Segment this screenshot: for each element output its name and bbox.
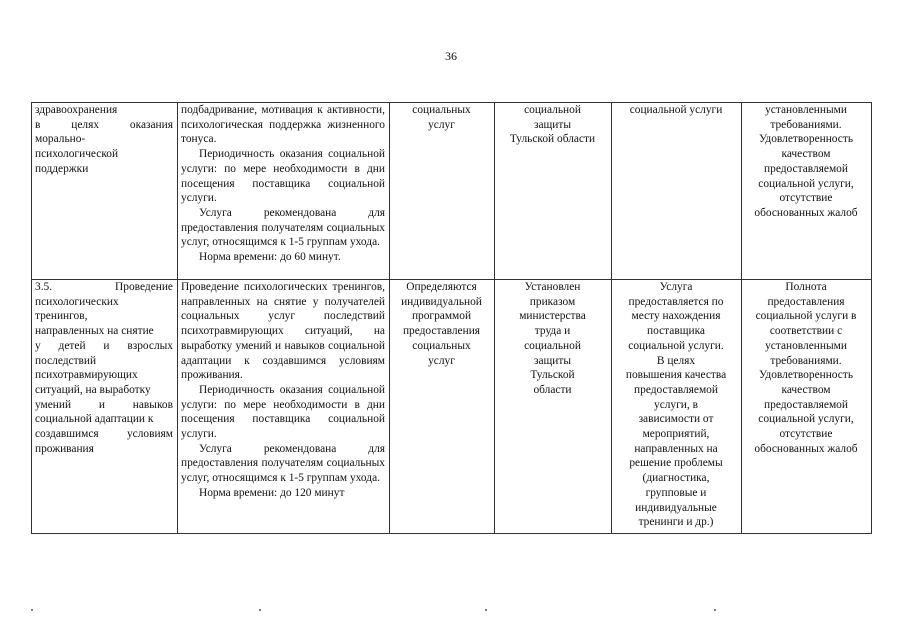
cell-line: предоставляется по xyxy=(628,295,724,308)
cell-line: социальной услуги в xyxy=(755,310,857,323)
conditions-cell xyxy=(612,280,742,534)
cell-line: у детей и взрослых xyxy=(35,339,173,352)
cell-line: услуг xyxy=(428,354,455,367)
cell-line: Полнота xyxy=(785,281,827,293)
quality-cell xyxy=(742,103,872,280)
scan-speck xyxy=(714,609,716,611)
cell-line: социальных xyxy=(412,339,471,352)
cell-line: Удовлетворенность xyxy=(758,369,854,382)
cell-line: мероприятий, xyxy=(642,428,710,441)
cell-line: социальной услуги. xyxy=(628,339,724,352)
conditions-cell xyxy=(612,103,742,280)
cell-line: поддержки xyxy=(35,162,89,175)
cell-line: морально- xyxy=(35,133,86,146)
cell-line: тренинги и др.) xyxy=(638,516,714,529)
cell-line: создавшимся условиям xyxy=(35,428,173,441)
cell-line: предоставления xyxy=(402,325,481,338)
cell-line: проживания xyxy=(35,442,94,455)
cell-line: социальной услуги, xyxy=(758,177,854,190)
cell-line: социальных xyxy=(412,104,471,116)
cell-line: установленными xyxy=(765,339,847,352)
cell-line: предоставляемой xyxy=(634,383,718,396)
cell-line: требованиями. xyxy=(770,118,842,131)
cell-line: требованиями. xyxy=(770,354,842,367)
cell-line: Тульской xyxy=(530,369,575,382)
cell-line: Тульской области xyxy=(509,133,596,146)
cell-line: качеством xyxy=(781,148,831,161)
cell-line: индивидуальные xyxy=(635,501,717,514)
cell-line: предоставляемой xyxy=(764,398,848,411)
cell-line: ситуаций, на выработку xyxy=(35,383,151,396)
cell-line: услуг xyxy=(428,118,455,131)
description-paragraph: Услуга рекомендована для предоставления получателям социальных услуг, относящимся к 1-5 группам ухода. xyxy=(181,442,385,485)
cell-line: установленными xyxy=(765,104,847,116)
cell-line: Услуга xyxy=(659,281,693,293)
cell-line: в целях оказания xyxy=(35,118,173,131)
standard-cell xyxy=(495,280,612,534)
cell-line: В целях xyxy=(656,354,696,367)
cell-line: обоснованных жалоб xyxy=(754,442,858,455)
cell-line: последствий xyxy=(35,354,97,367)
cell-line: здравоохранения xyxy=(35,104,118,116)
volume-cell xyxy=(390,280,495,534)
cell-line: социальной xyxy=(524,339,581,352)
service-name-cell xyxy=(32,103,178,280)
cell-line: 3.5. Проведение xyxy=(35,281,173,293)
cell-line: зависимости от xyxy=(638,413,714,426)
table-row xyxy=(32,103,872,280)
description-paragraph: подбадривание, мотивация к активности, психологическая поддержка жизненного тонуса. xyxy=(181,104,385,146)
cell-line: умений и навыков xyxy=(35,398,173,411)
description-paragraph: Норма времени: до 60 минут. xyxy=(199,251,341,264)
cell-line: месту нахождения xyxy=(631,310,721,323)
cell-line: социальной услуги, xyxy=(758,413,854,426)
cell-line: области xyxy=(533,383,572,396)
cell-line: индивидуальной xyxy=(401,295,482,308)
table-row xyxy=(32,280,872,534)
description-paragraph: Периодичность оказания социальной услуги: по мере необходимости в дни посещения поставщика социальной услуги. xyxy=(181,383,385,441)
cell-line: (диагностика, xyxy=(642,472,710,485)
scan-speck xyxy=(31,609,33,611)
cell-line: психологических xyxy=(35,295,119,308)
service-description-cell xyxy=(178,103,390,280)
cell-line: повышения качества xyxy=(625,369,727,382)
cell-line: услуги, в xyxy=(654,398,698,411)
cell-line: направленных на xyxy=(634,442,718,455)
scan-speck xyxy=(259,609,261,611)
cell-line: социальной услуги xyxy=(629,104,723,116)
cell-line: тренингов, xyxy=(35,310,88,323)
cell-line: поставщика xyxy=(647,325,705,338)
quality-cell xyxy=(742,280,872,534)
volume-cell xyxy=(390,103,495,280)
service-description-cell xyxy=(178,280,390,534)
services-table xyxy=(31,102,872,534)
cell-line: психотравмирующих xyxy=(35,369,138,382)
cell-line: социальной xyxy=(524,104,581,116)
cell-line: программой xyxy=(411,310,472,323)
cell-line: защиты xyxy=(533,354,572,367)
description-paragraph: Норма времени: до 120 минут xyxy=(199,486,345,499)
description-paragraph: Услуга рекомендована для предоставления получателям социальных услуг, относящимся к 1-5 группам ухода. xyxy=(181,206,385,249)
scan-speck xyxy=(485,609,487,611)
page-number: 36 xyxy=(445,49,457,63)
cell-line: Определяются xyxy=(406,281,477,293)
cell-line: отсутствие xyxy=(779,192,833,205)
cell-line: Удовлетворенность xyxy=(758,133,854,146)
cell-line: отсутствие xyxy=(779,428,833,441)
cell-line: предоставления xyxy=(767,295,845,308)
cell-line: министерства xyxy=(519,310,586,323)
cell-line: труда и xyxy=(534,325,571,338)
cell-line: социальной адаптации к xyxy=(35,413,154,426)
cell-line: направленных на снятие xyxy=(35,325,154,338)
cell-line: качеством xyxy=(781,383,831,396)
description-paragraph: Проведение психологических тренингов, направленных на снятие у получателей социальных услуг последствий психотравмирующих ситуаций, на выработку умений и навыков социальной адаптации к создавшимся условиям проживания. xyxy=(181,281,385,382)
cell-line: предоставляемой xyxy=(764,162,848,175)
cell-line: защиты xyxy=(533,118,572,131)
cell-line: приказом xyxy=(529,295,576,308)
service-name-cell xyxy=(32,280,178,534)
cell-line: психологической xyxy=(35,148,119,161)
cell-line: соответствии с xyxy=(769,325,843,338)
cell-line: обоснованных жалоб xyxy=(754,206,858,219)
cell-line: групповые и xyxy=(645,486,707,499)
cell-line: Установлен xyxy=(524,281,581,293)
standard-cell xyxy=(495,103,612,280)
description-paragraph: Периодичность оказания социальной услуги: по мере необходимости в дни посещения поставщика социальной услуги. xyxy=(181,148,385,205)
cell-line: решение проблемы xyxy=(629,457,723,470)
